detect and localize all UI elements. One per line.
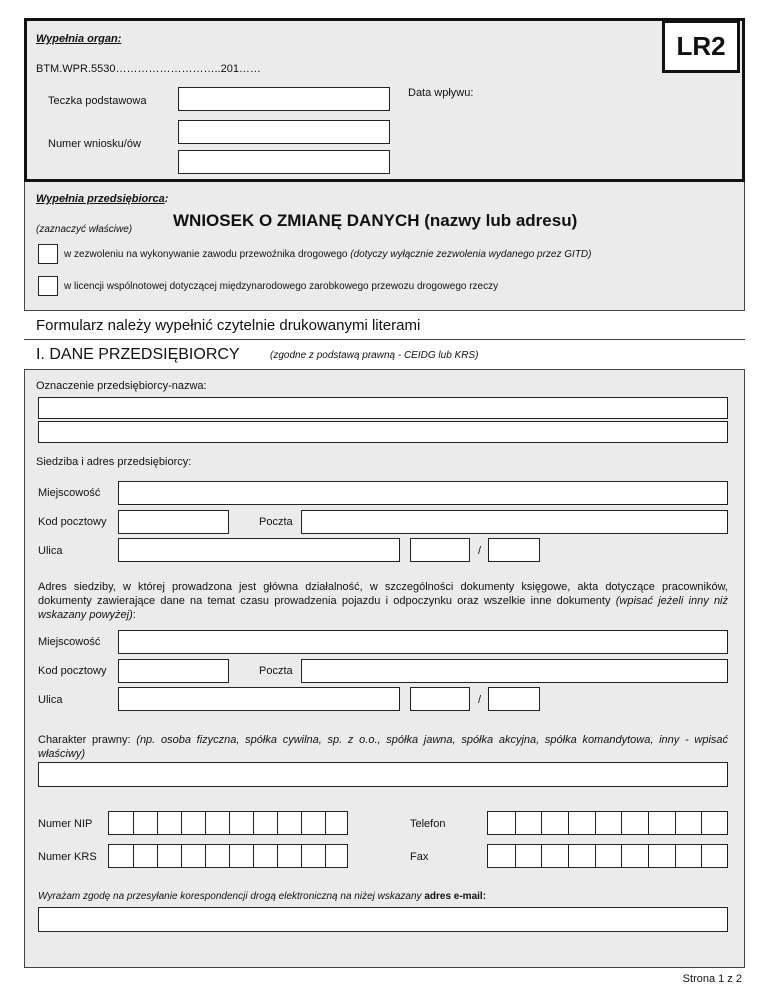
seat-apartment-number-field[interactable]: [488, 538, 540, 562]
phone-digit-grid[interactable]: [487, 811, 728, 835]
seat-number-separator: /: [478, 545, 482, 557]
alt-postal-code-label: Kod pocztowy: [38, 665, 107, 677]
krs-digit-grid[interactable]: [108, 844, 348, 868]
alt-city-label: Miejscowość: [38, 636, 101, 648]
seat-post-office-label: Poczta: [259, 516, 293, 528]
application-number-field-1[interactable]: [178, 120, 390, 144]
seat-postal-code-field[interactable]: [118, 510, 229, 534]
company-name-field-2[interactable]: [38, 421, 728, 443]
nip-digit-grid[interactable]: [108, 811, 348, 835]
seat-postal-code-label: Kod pocztowy: [38, 516, 107, 528]
seat-address-label: Siedziba i adres przedsiębiorcy:: [36, 456, 192, 468]
instruction-text: Formularz należy wypełnić czytelnie drukowanymi literami: [36, 317, 421, 334]
main-folder-field[interactable]: [178, 87, 390, 111]
phone-label: Telefon: [410, 818, 446, 830]
form-code-badge: [662, 20, 740, 73]
legal-form-field[interactable]: [38, 762, 728, 787]
applicant-section-label: Wypełnia przedsiębiorca:: [36, 193, 169, 205]
seat-city-label: Miejscowość: [38, 487, 101, 499]
fax-label: Fax: [410, 851, 429, 863]
legal-form-description: Charakter prawny: (np. osoba fizyczna, spółka cywilna, sp. z o.o., spółka jawna, spółka akcyjna, spółka komandytowa, inny - wpisać właściwy): [38, 734, 729, 760]
alt-post-office-label: Poczta: [259, 665, 293, 677]
email-field[interactable]: [38, 907, 728, 932]
receipt-date-label: Data wpływu:: [408, 87, 474, 99]
alt-street-label: Ulica: [38, 694, 63, 706]
application-number-field-2[interactable]: [178, 150, 390, 174]
alt-city-field[interactable]: [118, 630, 728, 654]
krs-label: Numer KRS: [38, 851, 97, 863]
alt-apartment-number-field[interactable]: [488, 687, 540, 711]
company-name-label: Oznaczenie przedsiębiorcy-nazwa:: [36, 380, 207, 392]
main-folder-label: Teczka podstawowa: [48, 95, 147, 107]
form-code: LR2: [676, 31, 726, 61]
alt-postal-code-field[interactable]: [118, 659, 229, 683]
option2-label: w licencji wspólnotowej dotyczącej międzynarodowego zarobkowego przewozu drogowego rzeczy: [64, 281, 499, 292]
nip-label: Numer NIP: [38, 818, 93, 830]
page-number: Strona 1 z 2: [682, 973, 742, 985]
seat-city-field[interactable]: [118, 481, 728, 505]
section1-title: I. DANE PRZEDSIĘBIORCY: [36, 346, 240, 363]
seat-street-field[interactable]: [118, 538, 400, 562]
reference-number: BTM.WPR.5530………………………..201……: [36, 63, 261, 75]
option1-checkbox[interactable]: [38, 244, 58, 264]
fax-digit-grid[interactable]: [487, 844, 728, 868]
seat-post-office-field[interactable]: [301, 510, 728, 534]
alt-address-description: Adres siedziby, w której prowadzona jest główna działalność, w szczególności dokumenty księgowe, akta dotyczące pracowników, dokumenty zawierające dane na temat czasu prowadzenia pojazdu i odpoczynku oraz wszelkie inne dokumenty (wpisać jeżeli inny niż wskazany powyżej):: [38, 581, 729, 621]
email-consent-text: Wyrażam zgodę na przesyłanie korespondencji drogą elektroniczną na niżej wskazany adres e-mail:: [38, 891, 487, 902]
application-number-label: Numer wniosku/ów: [48, 138, 141, 150]
seat-street-label: Ulica: [38, 545, 63, 557]
form-title: WNIOSEK O ZMIANĘ DANYCH (nazwy lub adresu): [173, 211, 578, 230]
option2-checkbox[interactable]: [38, 276, 58, 296]
option1-label: w zezwoleniu na wykonywanie zawodu przewoźnika drogowego (dotyczy wyłącznie zezwolenia wydanego przez GITD): [64, 249, 592, 260]
alt-post-office-field[interactable]: [301, 659, 728, 683]
company-name-field-1[interactable]: [38, 397, 728, 419]
alt-number-separator: /: [478, 694, 482, 706]
alt-street-field[interactable]: [118, 687, 400, 711]
seat-building-number-field[interactable]: [410, 538, 470, 562]
alt-building-number-field[interactable]: [410, 687, 470, 711]
office-label: Wypełnia organ:: [36, 33, 122, 45]
mark-hint: (zaznaczyć właściwe): [36, 224, 133, 235]
section1-note: (zgodne z podstawą prawną - CEIDG lub KRS): [270, 350, 479, 361]
